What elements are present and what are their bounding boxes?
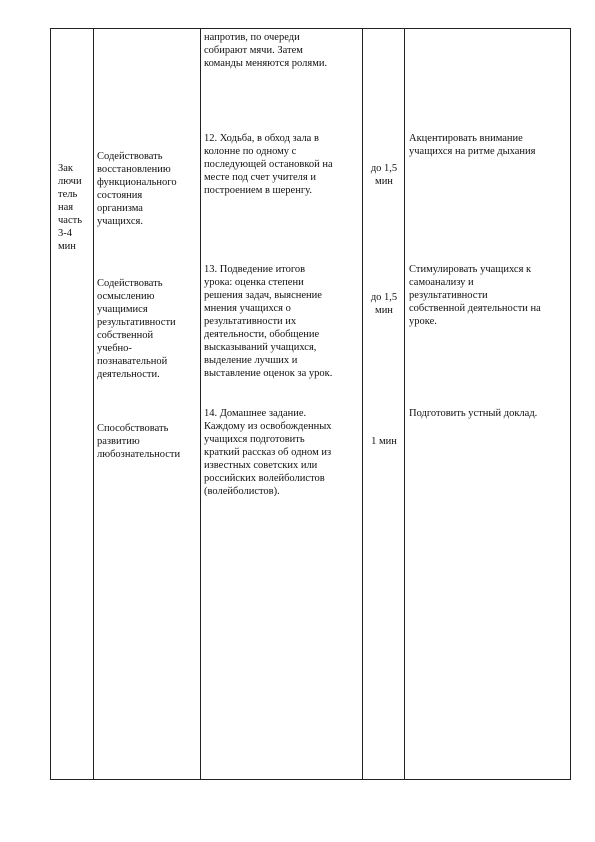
time-cell: до 1,5 мин	[370, 163, 398, 187]
goal-cell: Способствовать развитию любознательности	[97, 423, 181, 460]
column-divider	[404, 29, 405, 779]
method-cell: Подготовить устный доклад.	[409, 408, 538, 419]
method-cell: Акцентировать внимание учащихся на ритме дыхания	[409, 133, 536, 157]
method-cell: Стимулировать учащихся к самоанализу и результативности собственной деятельности на уроке.	[409, 264, 541, 327]
column-divider	[200, 29, 201, 779]
column-divider	[362, 29, 363, 779]
column-divider	[93, 29, 94, 779]
lesson-plan-table	[50, 28, 571, 780]
content-cell: 14. Домашнее задание. Каждому из освобожденных учащихся подготовить краткий рассказ об одном из известных советских или российских волейболистов (волейболистов).	[204, 408, 332, 497]
time-cell: до 1,5 мин	[370, 292, 398, 316]
time-cell: 1 мин	[371, 436, 397, 447]
content-cell: 13. Подведение итогов урока: оценка степени решения задач, выяснение мнения учащихся о результативности их деятельности, обобщение высказываний учащихся, выделение лучших и выставление оценок за урок.	[204, 264, 333, 379]
goal-cell: Содействовать осмыслению учащимися результативности собственной учебно- познавательной деятельности.	[97, 278, 176, 380]
goal-cell: Содействовать восстановлению функционального состояния организма учащихся.	[97, 151, 177, 227]
content-continuation: напротив, по очереди собирают мячи. Затем команды меняются ролями.	[204, 32, 328, 69]
content-cell: 12. Ходьба, в обход зала в колонне по одному с последующей остановкой на месте под счет учителя и построением в шеренгу.	[204, 133, 333, 196]
stage-label: Зак лючи тель ная часть 3-4 мин	[58, 163, 82, 252]
